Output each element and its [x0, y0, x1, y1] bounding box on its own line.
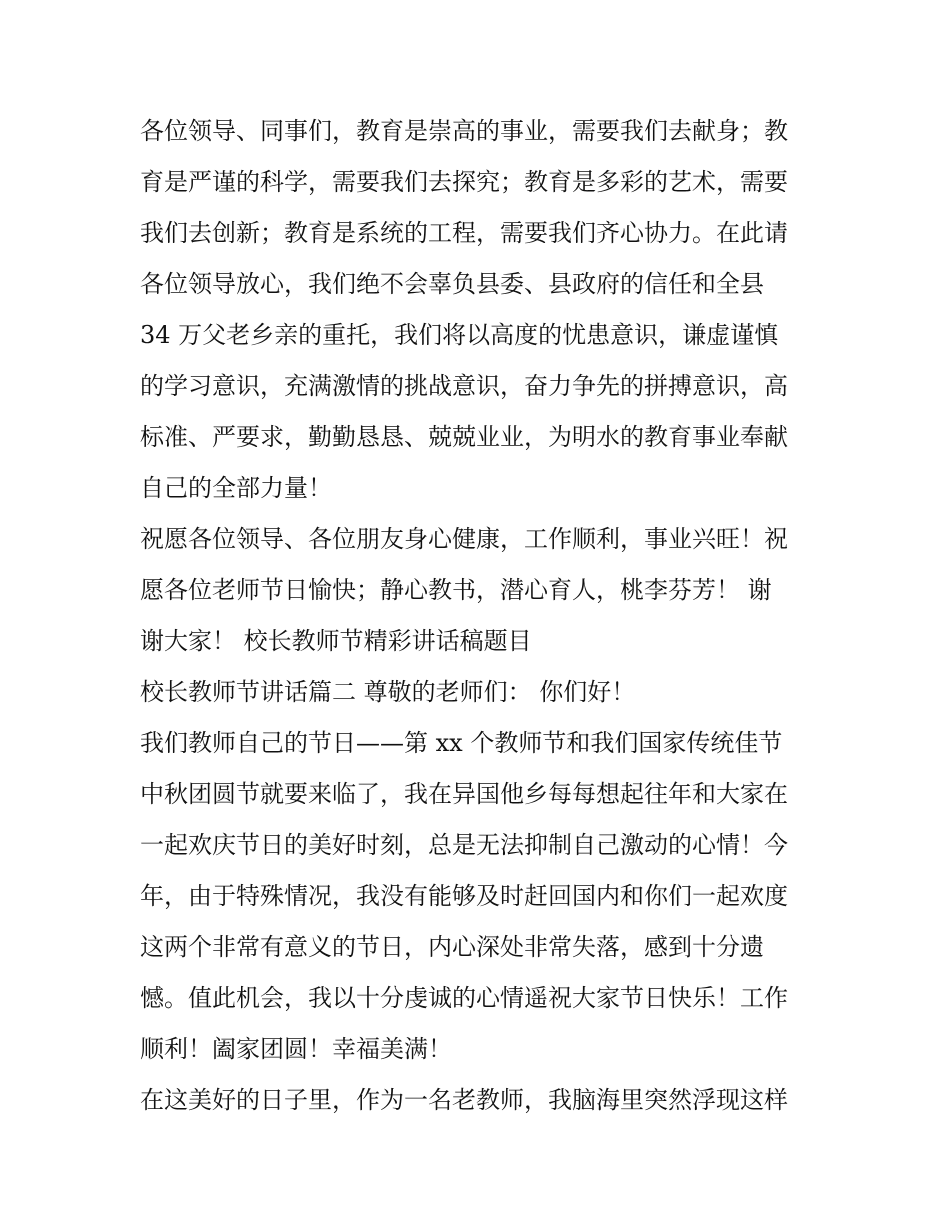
text-line: 一起欢庆节日的美好时刻，总是无法抑制自己激动的心情！今	[140, 831, 788, 859]
text-line: 憾。值此机会，我以十分虔诚的心情遥祝大家节日快乐！工作	[140, 984, 788, 1012]
text-line: 愿各位老师节日愉快；静心教书，潜心育人，桃李芬芳！ 谢	[140, 576, 772, 604]
text-line: 各位领导放心，我们绝不会辜负县委、县政府的信任和全县	[140, 270, 764, 298]
text-line: 标准、严要求，勤勤恳恳、兢兢业业，为明水的教育事业奉献	[140, 423, 788, 451]
document-text	[140, 106, 820, 1126]
text-line: 校长教师节讲话篇二 尊敬的老师们： 你们好！	[140, 678, 636, 706]
text-line: 育是严谨的科学，需要我们去探究；教育是多彩的艺术，需要	[140, 168, 788, 196]
text-line: 中秋团圆节就要来临了，我在异国他乡每每想起往年和大家在	[140, 780, 788, 808]
text-line: 祝愿各位领导、各位朋友身心健康，工作顺利，事业兴旺！祝	[140, 525, 788, 553]
text-line: 在这美好的日子里，作为一名老教师，我脑海里突然浮现这样	[140, 1086, 788, 1114]
text-line: 顺利！阖家团圆！幸福美满！	[140, 1035, 452, 1063]
text-line: 我们去创新；教育是系统的工程，需要我们齐心协力。在此请	[140, 219, 788, 247]
text-line: 我们教师自己的节日——第 xx 个教师节和我们国家传统佳节	[140, 729, 783, 757]
text-line: 谢大家！ 校长教师节精彩讲话稿题目	[140, 627, 532, 655]
text-line: 年，由于特殊情况，我没有能够及时赶回国内和你们一起欢度	[140, 882, 788, 910]
text-line: 自己的全部力量！	[140, 474, 332, 502]
text-line: 各位领导、同事们，教育是崇高的事业，需要我们去献身；教	[140, 117, 788, 145]
text-line: 34 万父老乡亲的重托，我们将以高度的忧患意识，谦虚谨慎	[140, 321, 779, 349]
text-line: 这两个非常有意义的节日，内心深处非常失落，感到十分遗	[140, 933, 764, 961]
text-line: 的学习意识，充满激情的挑战意识，奋力争先的拼搏意识，高	[140, 372, 788, 400]
